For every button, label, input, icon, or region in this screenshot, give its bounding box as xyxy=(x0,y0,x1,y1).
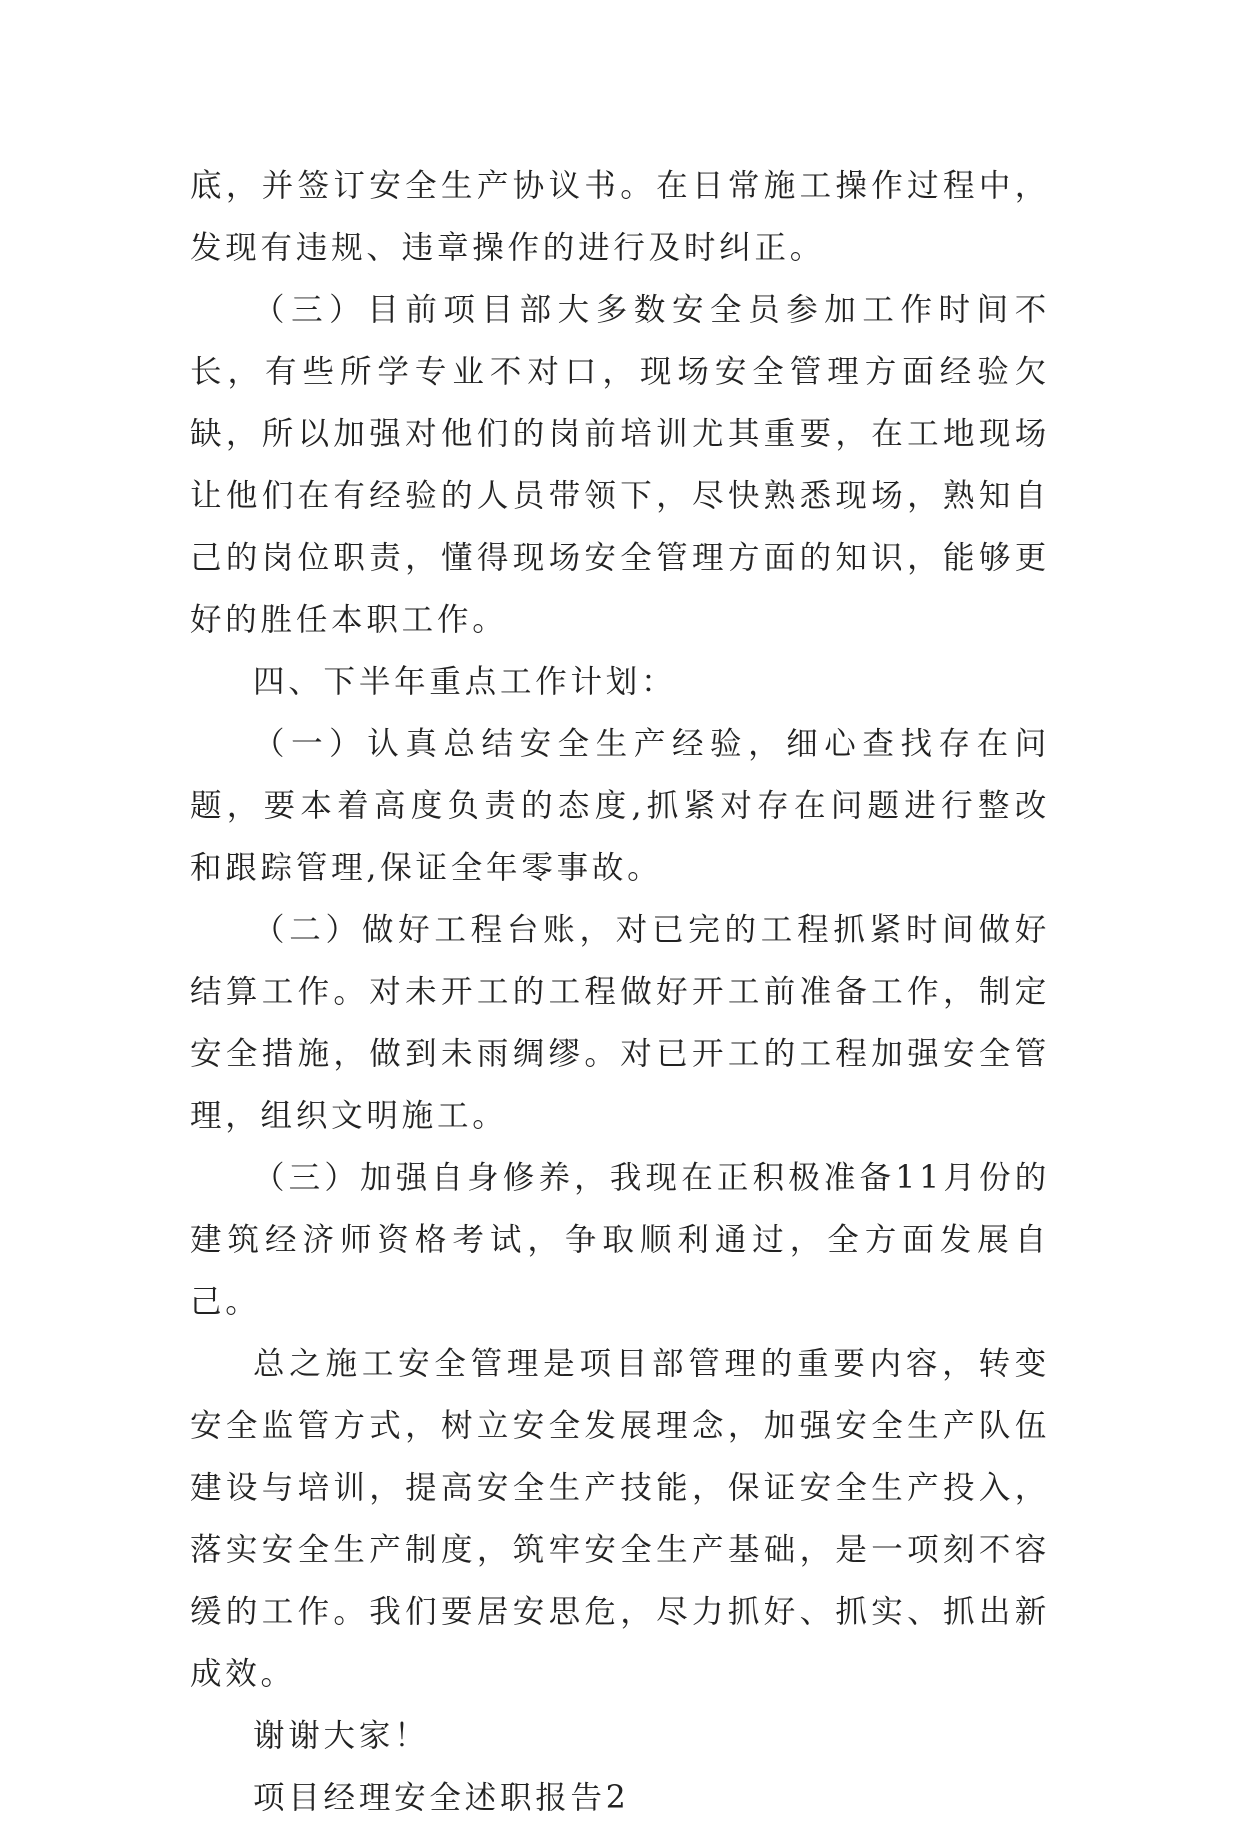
plan-item-2: （二）做好工程台账，对已完的工程抓紧时间做好结算工作。对未开工的工程做好开工前准备工作，制定安全措施，做到未雨绸缪。对已开工的工程加强安全管理，组织文明施工。 xyxy=(190,912,1050,1134)
section-heading-plan: 四、下半年重点工作计划： xyxy=(253,664,677,700)
paragraph-summary: 总之施工安全管理是项目部管理的重要内容，转变安全监管方式，树立安全发展理念，加强安全生产队伍建设与培训，提高安全生产技能，保证安全生产投入，落实安全生产制度，筑牢安全生产基础，是一项刻不容缓的工作。我们要居安思危，尽力抓好、抓实、抓出新成效。 xyxy=(190,1346,1050,1692)
paragraph-continuation: 底，并签订安全生产协议书。在日常施工操作过程中，发现有违规、违章操作的进行及时纠正。 xyxy=(190,168,1050,266)
plan-item-1: （一）认真总结安全生产经验，细心查找存在问题，要本着高度负责的态度,抓紧对存在问题进行整改和跟踪管理,保证全年零事故。 xyxy=(190,726,1050,886)
paragraph-thanks: 谢谢大家！ xyxy=(253,1718,430,1754)
document-body xyxy=(190,155,1050,1829)
paragraph-item-3: （三）目前项目部大多数安全员参加工作时间不长，有些所学专业不对口，现场安全管理方面经验欠缺，所以加强对他们的岗前培训尤其重要，在工地现场让他们在有经验的人员带领下，尽快熟悉现场，熟知自己的岗位职责，懂得现场安全管理方面的知识，能够更好的胜任本职工作。 xyxy=(190,292,1050,638)
plan-item-3: （三）加强自身修养，我现在正积极准备11月份的建筑经济师资格考试，争取顺利通过，全方面发展自己。 xyxy=(190,1160,1050,1320)
next-report-title: 项目经理安全述职报告2 xyxy=(253,1780,630,1816)
